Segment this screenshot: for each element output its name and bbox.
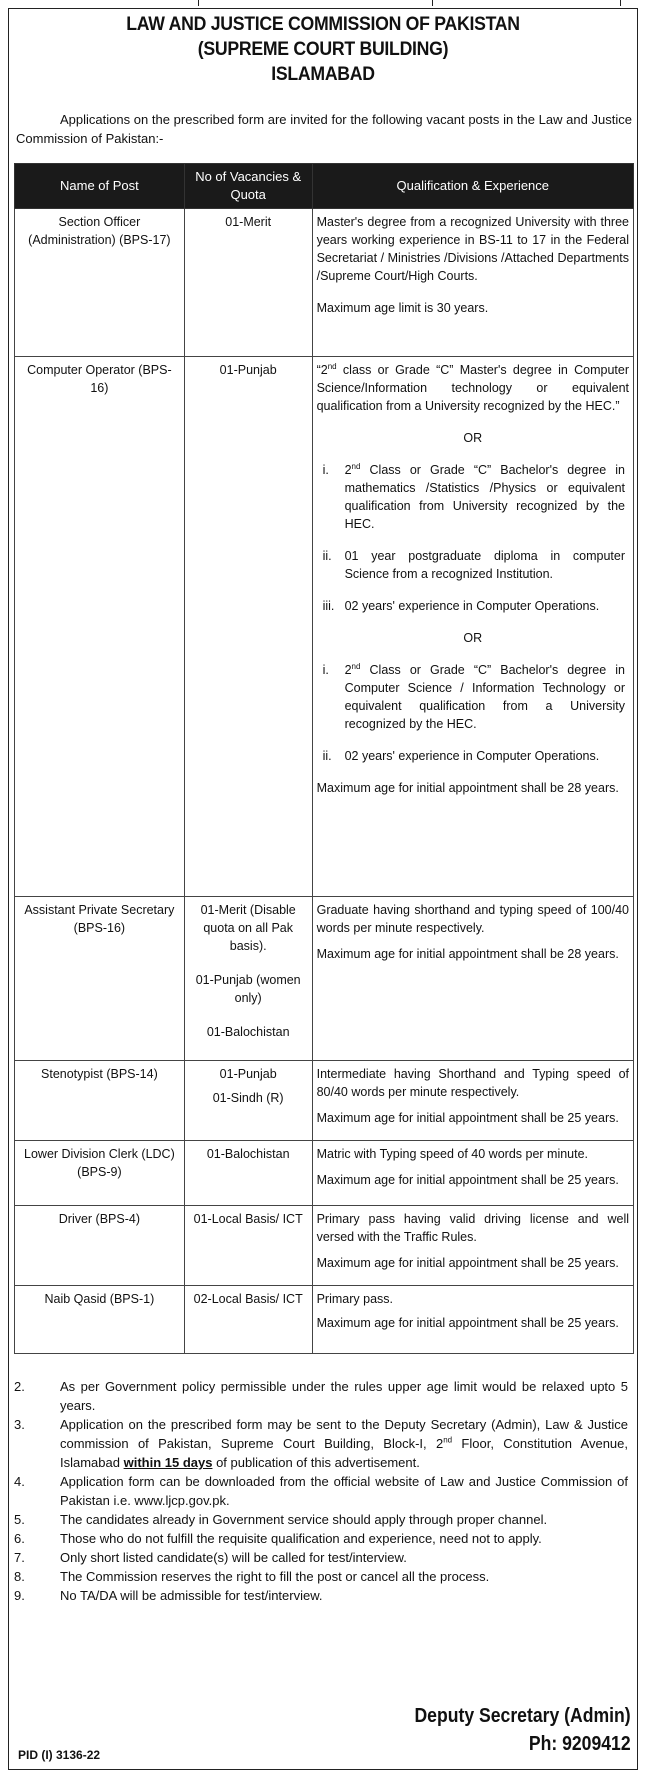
post-name: Stenotypist (BPS-14) [15, 1061, 185, 1141]
intro-text: Applications on the prescribed form are invited for the following vacant posts in the Law and Justice Commission of Pakistan:- [16, 112, 632, 146]
post-qualification [312, 1141, 633, 1206]
table-row-driver [15, 1206, 634, 1286]
note-item: 8. The Commission reserves the right to fill the post or cancel all the process. [14, 1569, 490, 1584]
post-vacancy: 01-Punjab [184, 357, 312, 897]
intro-paragraph [16, 110, 632, 148]
qualification-text: “2nd class or Grade “C” Master's degree in Computer Science/Information technology or equivalent qualification from a University recognized by the HEC.” [316, 361, 629, 413]
table-row-computer-operator [15, 357, 634, 897]
table-row-stenotypist [15, 1061, 634, 1141]
table-row-assistant-private-secretary [15, 897, 634, 1061]
post-name: Lower Division Clerk (LDC) (BPS-9) [15, 1141, 185, 1206]
col-header-post: Name of Post [15, 164, 185, 209]
advertisement-header [8, 12, 638, 87]
col-header-qualification: Qualification & Experience [312, 164, 633, 209]
signatory-title: Deputy Secretary (Admin) [414, 1705, 631, 1727]
col-header-vacancies: No of Vacancies & Quota [184, 164, 312, 209]
note-item: 9. No TA/DA will be admissible for test/interview. [14, 1588, 323, 1603]
age-limit: Maximum age for initial appointment shall be 25 years. [316, 1173, 619, 1187]
header-city: ISLAMABAD [271, 64, 375, 85]
vacancy-table [14, 163, 634, 1354]
post-name: Driver (BPS-4) [15, 1206, 185, 1286]
post-vacancy: 01-Balochistan [184, 1141, 312, 1206]
or-separator: OR [463, 431, 483, 445]
age-limit: Maximum age for initial appointment shall be 25 years. [316, 1316, 619, 1330]
table-row-ldc [15, 1141, 634, 1206]
post-name: Section Officer (Administration) (BPS-17) [15, 209, 185, 357]
deadline-text: within 15 days [123, 1455, 213, 1470]
strip-tick [620, 0, 621, 6]
age-limit: Maximum age for initial appointment shall be 25 years. [316, 1111, 619, 1125]
list-item: i. 2nd Class or Grade “C” Bachelor's degree in Computer Science / Information Technology or equivalent qualification from a University recognized by the HEC. [322, 661, 625, 731]
contact-phone: Ph: 9209412 [529, 1733, 631, 1755]
post-vacancy: 01-Merit (Disable quota on all Pak basis). 01-Punjab (women only) 01-Balochistan [184, 897, 312, 1061]
post-qualification [312, 1286, 633, 1354]
post-name: Assistant Private Secretary (BPS-16) [15, 897, 185, 1061]
qualification-text: Intermediate having Shorthand and Typing speed of 80/40 words per minute respectively. [316, 1067, 629, 1099]
strip-tick [432, 0, 433, 6]
post-qualification [312, 1061, 633, 1141]
table-row-naib-qasid [15, 1286, 634, 1354]
or-separator: OR [463, 631, 483, 645]
note-item: 5. The candidates already in Government service should apply through proper channel. [14, 1512, 548, 1527]
qualification-text: Primary pass. [316, 1292, 393, 1306]
post-name: Naib Qasid (BPS-1) [15, 1286, 185, 1354]
note-item: 7. Only short listed candidate(s) will be called for test/interview. [14, 1550, 407, 1565]
note-item: 2. As per Government policy permissible under the rules upper age limit would be relaxed upto 5 years. [14, 1379, 628, 1413]
post-qualification [312, 209, 633, 357]
age-limit: Maximum age for initial appointment shall be 25 years. [316, 1256, 619, 1270]
list-item: i. 2nd Class or Grade “C” Bachelor's degree in mathematics /Statistics /Physics or equivalent qualification from University recognized by the HEC. [322, 461, 625, 531]
qualification-text: Master's degree from a recognized University with three years working experience in BS-11 to 17 in the Federal Secretariat / Ministries /Divisions /Attached Departments /Supreme Court/High Courts. [316, 215, 629, 283]
post-vacancy: 02-Local Basis/ ICT [184, 1286, 312, 1354]
list-item: ii. 02 years' experience in Computer Operations. [322, 749, 600, 763]
table-row-section-officer [15, 209, 634, 357]
header-subtitle: (SUPREME COURT BUILDING) [197, 39, 449, 60]
signature-block [415, 1702, 631, 1758]
qualification-text: Graduate having shorthand and typing speed of 100/40 words per minute respectively. [316, 903, 629, 935]
note-item: 6. Those who do not fulfill the requisite qualification and experience, need not to apply. [14, 1531, 542, 1546]
notes-list [14, 1377, 632, 1605]
note-item: 3. Application on the prescribed form may be sent to the Deputy Secretary (Admin), Law & Justice commission of Pakistan, Supreme Court Building, Block-I, 2nd Floor, Constitution Avenue, Islamabad within 15 days of publication of this advertisement. [14, 1417, 629, 1470]
table-header-row [15, 164, 634, 209]
qualification-text: Primary pass having valid driving license and well versed with the Traffic Rules. [316, 1212, 629, 1244]
post-qualification [312, 897, 633, 1061]
list-item: iii. 02 years' experience in Computer Operations. [322, 599, 600, 613]
post-vacancy: 01-Punjab 01-Sindh (R) [184, 1061, 312, 1141]
strip-tick [198, 0, 199, 6]
list-item: ii. 01 year postgraduate diploma in computer Science from a recognized Institution. [322, 549, 625, 581]
age-limit: Maximum age limit is 30 years. [316, 301, 489, 315]
top-cropped-strip [0, 0, 653, 8]
post-vacancy: 01-Merit [184, 209, 312, 357]
qualification-text: Matric with Typing speed of 40 words per minute. [316, 1147, 589, 1161]
header-title: LAW AND JUSTICE COMMISSION OF PAKISTAN [126, 14, 520, 35]
post-name: Computer Operator (BPS-16) [15, 357, 185, 897]
age-limit: Maximum age for initial appointment shall be 28 years. [316, 947, 619, 961]
post-qualification [312, 357, 633, 897]
note-item: 4. Application form can be downloaded from the official website of Law and Justice Commission of Pakistan i.e. www.ljcp.gov.pk. [14, 1474, 628, 1508]
age-limit: Maximum age for initial appointment shall be 28 years. [316, 781, 619, 795]
pid-number: PID (I) 3136-22 [18, 1748, 101, 1762]
post-vacancy: 01-Local Basis/ ICT [184, 1206, 312, 1286]
post-qualification [312, 1206, 633, 1286]
